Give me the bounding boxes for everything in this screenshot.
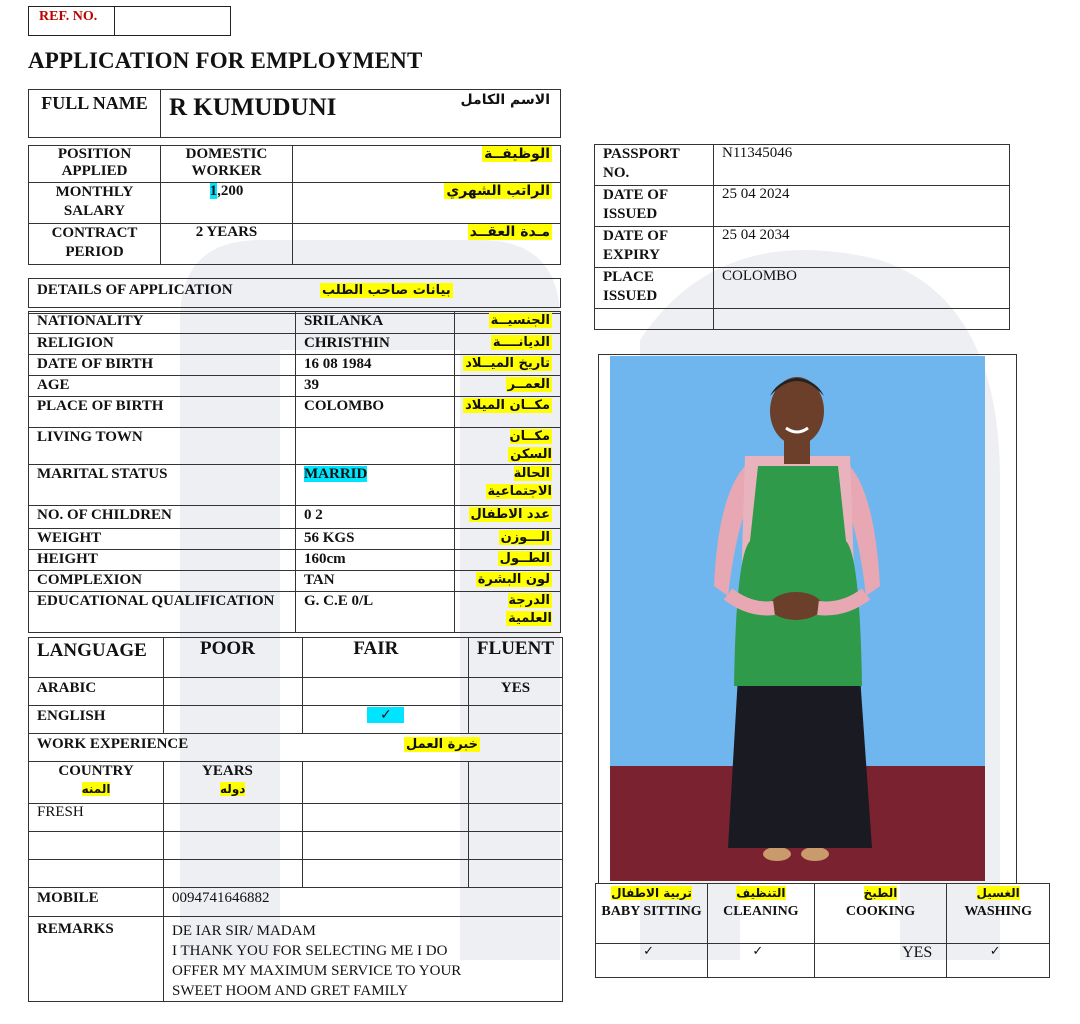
details-row: [29, 376, 561, 397]
details-label-ar: مكــان الميلاد: [465, 398, 550, 413]
work-experience-header-ar: خبرة العمل: [406, 737, 479, 752]
language-header: LANGUAGE: [29, 638, 164, 678]
details-row: [29, 506, 561, 529]
details-value: 0 2: [296, 506, 455, 529]
arabic-fluent: YES: [468, 678, 562, 706]
details-row: [29, 397, 561, 428]
passport-no-label: PASSPORT NO.: [595, 145, 714, 186]
details-row: [29, 428, 561, 465]
details-value: [296, 428, 455, 465]
place-issued-value: COLOMBO: [714, 268, 1010, 309]
details-value: CHRISTHIN: [296, 334, 455, 355]
details-label-ar: الدرجة العلمية: [508, 593, 552, 626]
page-title: APPLICATION FOR EMPLOYMENT: [28, 48, 423, 73]
details-label-ar: لون البشرة: [477, 572, 550, 587]
skill-header: الغسيل WASHING: [947, 884, 1050, 944]
details-label-ar: تاريخ الميــلاد: [465, 356, 550, 371]
details-value: 39: [296, 376, 455, 397]
position-applied-label: POSITION APPLIED: [29, 146, 161, 183]
country-header: COUNTRY المنه: [29, 762, 164, 804]
date-expiry-label: DATE OF EXPIRY: [595, 227, 714, 268]
details-value: G. C.E 0/L: [296, 592, 455, 633]
english-label: ENGLISH: [29, 706, 164, 734]
monthly-salary-value: 1,200: [161, 183, 293, 224]
mobile-label: MOBILE: [29, 888, 164, 917]
details-row: [29, 334, 561, 355]
contract-period-label-ar: مـدة العقــد: [469, 224, 550, 240]
contract-period-value: 2 YEARS: [161, 224, 293, 265]
details-value: 56 KGS: [296, 529, 455, 550]
skill-value: ✓: [596, 944, 708, 978]
details-row: [29, 592, 561, 633]
details-label-ar: الديانــــة: [492, 335, 550, 350]
position-table: [28, 145, 561, 265]
details-row: [29, 529, 561, 550]
skills-table: [595, 883, 1050, 978]
work-row-1: FRESH: [29, 804, 164, 832]
details-label: RELIGION: [29, 334, 296, 355]
details-label: DATE OF BIRTH: [29, 355, 296, 376]
date-issued-value: 25 04 2024: [714, 186, 1010, 227]
arabic-label: ARABIC: [29, 678, 164, 706]
remarks-label: REMARKS: [29, 917, 164, 1002]
details-label-ar: العمــر: [507, 377, 550, 392]
skill-value: ✓: [708, 944, 815, 978]
details-table: [28, 278, 561, 314]
details-label: NO. OF CHILDREN: [29, 506, 296, 529]
monthly-salary-label: MONTHLY SALARY: [29, 183, 161, 224]
poor-header: POOR: [164, 638, 303, 678]
details-label: COMPLEXION: [29, 571, 296, 592]
years-header: YEARS دوله: [164, 762, 303, 804]
details-row: [29, 465, 561, 506]
passport-table: [594, 144, 1010, 330]
date-issued-label: DATE OF ISSUED: [595, 186, 714, 227]
mobile-value: 0094741646882: [164, 888, 563, 917]
details-label: LIVING TOWN: [29, 428, 296, 465]
details-header: DETAILS OF APPLICATION بيانات صاحب الطلب: [29, 279, 561, 308]
date-expiry-value: 25 04 2034: [714, 227, 1010, 268]
details-rows: [28, 311, 561, 633]
details-label-ar: مكــان السكن: [509, 429, 552, 462]
details-label: NATIONALITY: [29, 312, 296, 334]
details-label-ar: الطــول: [499, 551, 550, 566]
details-value: 16 08 1984: [296, 355, 455, 376]
details-row: [29, 550, 561, 571]
full-name-value: R KUMUDUNI: [161, 90, 425, 138]
contract-period-label: CONTRACT PERIOD: [29, 224, 161, 265]
details-row: [29, 355, 561, 376]
work-experience-header: WORK EXPERIENCE خبرة العمل: [29, 734, 563, 762]
details-value: SRILANKA: [296, 312, 455, 334]
full-name-label-ar: الاسم الكامل: [460, 92, 550, 108]
passport-no-value: N11345046: [714, 145, 1010, 186]
details-value: TAN: [296, 571, 455, 592]
details-value: 160cm: [296, 550, 455, 571]
details-label-ar: عدد الاطفال: [470, 507, 550, 522]
details-label: AGE: [29, 376, 296, 397]
place-issued-label: PLACE ISSUED: [595, 268, 714, 309]
fluent-header: FLUENT: [468, 638, 562, 678]
details-label: WEIGHT: [29, 529, 296, 550]
details-label-ar: الـــوزن: [500, 530, 550, 545]
applicant-photo: [610, 356, 985, 881]
skill-header: التنظيف CLEANING: [708, 884, 815, 944]
position-applied-label-ar: الوظيفــة: [484, 146, 550, 162]
details-header-ar: بيانات صاحب الطلب: [322, 283, 451, 298]
details-label-ar: الحالة الاجتماعية: [487, 466, 552, 499]
details-label: HEIGHT: [29, 550, 296, 571]
skill-value: YES: [814, 944, 947, 978]
position-applied-value: DOMESTIC WORKER: [161, 146, 293, 183]
ref-no-label: REF. NO.: [29, 7, 115, 35]
ref-no-box: [28, 6, 231, 36]
details-label-ar: الجنسيــة: [490, 313, 550, 328]
details-value: COLOMBO: [296, 397, 455, 428]
monthly-salary-label-ar: الراتب الشهري: [446, 183, 550, 199]
details-row: [29, 312, 561, 334]
skill-value: ✓: [947, 944, 1050, 978]
remarks-text: DE IAR SIR/ MADAM I THANK YOU FOR SELECTING ME I DO OFFER MY MAXIMUM SERVICE TO YOUR SWEET HOOM AND GRET FAMILY: [164, 917, 563, 1002]
details-label: PLACE OF BIRTH: [29, 397, 296, 428]
details-value: MARRID: [296, 465, 455, 506]
details-label: EDUCATIONAL QUALIFICATION: [29, 592, 296, 633]
full-name-table: [28, 89, 561, 138]
english-fair-check: ✓: [367, 707, 404, 723]
fair-header: FAIR: [303, 638, 469, 678]
skill-header: الطبخ COOKING: [814, 884, 947, 944]
details-label: MARITAL STATUS: [29, 465, 296, 506]
skill-header: تربية الاطفال BABY SITTING: [596, 884, 708, 944]
details-row: [29, 571, 561, 592]
full-name-label: FULL NAME: [29, 90, 161, 138]
language-table: [28, 637, 563, 1002]
